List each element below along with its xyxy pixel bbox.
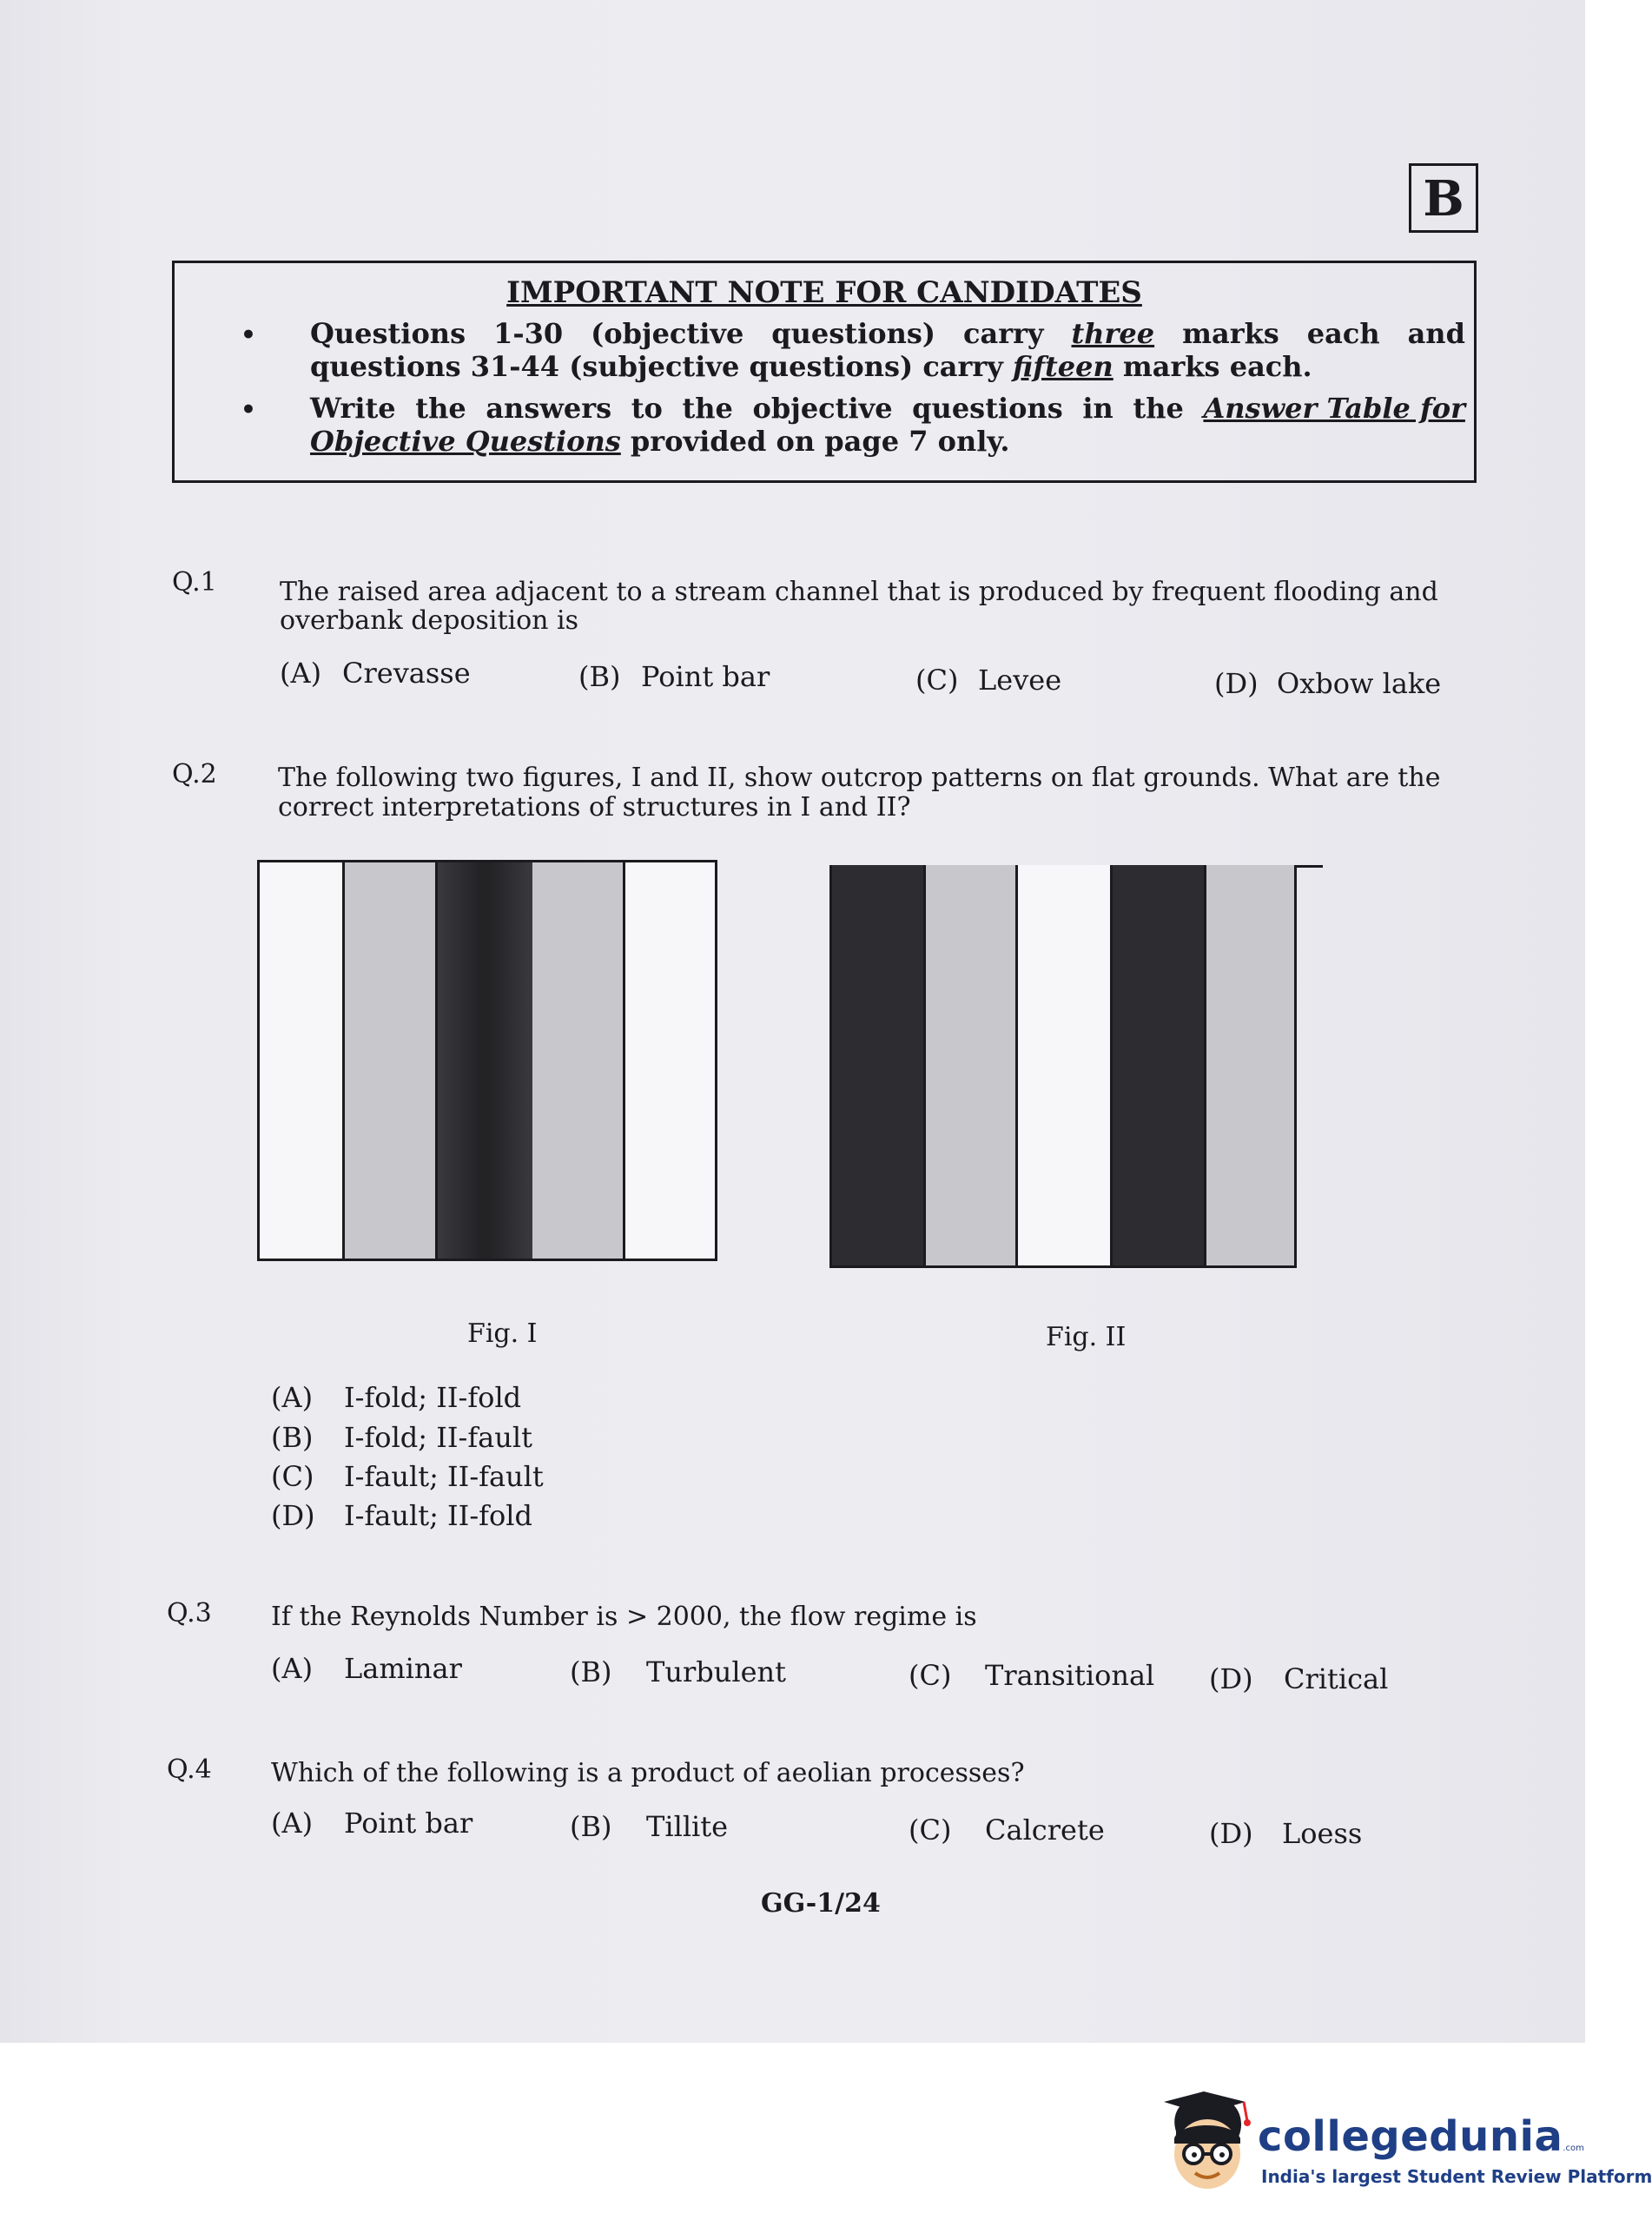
option-b[interactable] — [570, 1810, 728, 1843]
note-word: questions — [912, 392, 1063, 425]
note-word: the — [1133, 392, 1184, 425]
note-word: in — [1082, 392, 1113, 425]
option-text: I-fold; II-fold — [344, 1381, 522, 1414]
student-mascot-icon — [1159, 2086, 1256, 2194]
note-text: provided on page 7 only. — [620, 425, 1010, 458]
note-word: questions) — [771, 317, 935, 350]
option-label: (D) — [271, 1499, 315, 1532]
note-word: the — [682, 392, 733, 425]
option-text: Tillite — [646, 1810, 729, 1843]
option-label: (D) — [1209, 1817, 1253, 1850]
option-text: Transitional — [985, 1659, 1155, 1692]
note-word: the — [415, 392, 466, 425]
option-text: I-fault; II-fold — [344, 1499, 532, 1532]
brand-suffix: .com — [1563, 2144, 1584, 2153]
option-text: Laminar — [344, 1652, 462, 1685]
option-text: Critical — [1284, 1662, 1389, 1695]
option-label: (C) — [915, 664, 959, 697]
option-a[interactable] — [271, 1381, 521, 1414]
option-label: (A) — [280, 657, 322, 690]
outcrop-band-dark — [832, 865, 926, 1265]
option-c[interactable] — [909, 1659, 1154, 1692]
note-word: to — [631, 392, 663, 425]
option-label: (D) — [1209, 1662, 1253, 1695]
note-line-2 — [310, 350, 1312, 383]
option-text: Point bar — [344, 1807, 473, 1840]
note-line-4 — [310, 425, 1009, 458]
bullet-1: • — [241, 320, 256, 349]
option-c[interactable] — [915, 664, 1061, 697]
option-d[interactable] — [1209, 1817, 1362, 1850]
outcrop-band-light — [926, 865, 1018, 1265]
brand-tagline: India's largest Student Review Platform — [1261, 2166, 1652, 2187]
option-c[interactable] — [909, 1814, 1105, 1847]
outcrop-band-dark — [438, 862, 532, 1259]
note-word: each — [1306, 317, 1380, 350]
option-label: (A) — [271, 1807, 314, 1840]
option-d[interactable] — [1209, 1662, 1388, 1695]
note-word: Write — [310, 392, 396, 425]
option-b[interactable] — [271, 1421, 532, 1454]
note-word: objective — [752, 392, 893, 425]
option-c[interactable] — [271, 1460, 544, 1493]
option-label: (A) — [271, 1381, 314, 1414]
option-label: (B) — [578, 660, 621, 693]
option-label: (B) — [570, 1810, 612, 1843]
question-text: If the Reynolds Number is > 2000, the flow regime is — [271, 1602, 977, 1632]
note-line-3 — [310, 392, 1465, 425]
note-line-1 — [310, 317, 1465, 350]
question-number: Q.3 — [167, 1598, 212, 1629]
option-a[interactable] — [280, 657, 471, 690]
option-d[interactable] — [1214, 667, 1441, 700]
important-note-box — [172, 261, 1477, 483]
option-label: (D) — [1214, 667, 1259, 700]
question-text: correct interpretations of structures in I and II? — [278, 792, 911, 823]
outcrop-band-dark — [1113, 865, 1206, 1265]
option-text: I-fold; II-fault — [344, 1421, 532, 1454]
figure-2-outcrop — [829, 865, 1297, 1268]
outcrop-band-white — [625, 862, 715, 1259]
option-text: Levee — [978, 664, 1062, 697]
note-text: marks each. — [1113, 350, 1312, 383]
note-emphasis-fifteen: fifteen — [1012, 350, 1113, 383]
question-text: The raised area adjacent to a stream channel that is produced by frequent flooding and — [280, 577, 1438, 607]
option-a[interactable] — [271, 1652, 462, 1685]
option-text: Point bar — [641, 660, 770, 693]
option-text: I-fault; II-fault — [344, 1460, 544, 1493]
note-emphasis-answer-table: Answer Table for — [1203, 392, 1465, 425]
note-word: 1-30 — [493, 317, 564, 350]
question-number: Q.4 — [167, 1754, 212, 1785]
option-text: Oxbow lake — [1277, 667, 1442, 700]
outcrop-band-light — [1206, 865, 1294, 1265]
question-number: Q.2 — [172, 759, 217, 790]
option-label: (B) — [271, 1421, 314, 1454]
note-title: IMPORTANT NOTE FOR CANDIDATES — [506, 275, 1142, 310]
figure-2-caption: Fig. II — [1046, 1322, 1127, 1352]
outcrop-band-light — [532, 862, 625, 1259]
question-number: Q.1 — [172, 567, 217, 598]
outcrop-band-light — [345, 862, 438, 1259]
option-label: (A) — [271, 1652, 314, 1685]
option-a[interactable] — [271, 1807, 472, 1840]
figure-1-caption: Fig. I — [467, 1318, 538, 1349]
option-text: Loess — [1282, 1817, 1363, 1850]
note-emphasis-three: three — [1071, 317, 1155, 350]
option-label: (B) — [570, 1655, 612, 1688]
option-label: (C) — [271, 1460, 314, 1493]
note-word: (objective — [591, 317, 744, 350]
outcrop-band-white — [1018, 865, 1113, 1265]
option-b[interactable] — [570, 1655, 786, 1688]
option-label: (C) — [909, 1659, 952, 1692]
question-text: Which of the following is a product of aeolian processes? — [271, 1758, 1025, 1788]
brand-name: collegedunia — [1258, 2112, 1563, 2161]
option-b[interactable] — [578, 660, 770, 693]
option-text: Crevasse — [342, 657, 471, 690]
figure-1-outcrop — [257, 860, 717, 1261]
option-d[interactable] — [271, 1499, 532, 1532]
option-label: (C) — [909, 1814, 952, 1847]
note-word: carry — [962, 317, 1044, 350]
question-text: The following two figures, I and II, show outcrop patterns on flat grounds. What are the — [278, 763, 1441, 793]
note-word: and — [1407, 317, 1465, 350]
bullet-2: • — [241, 395, 256, 424]
set-code-box: B — [1409, 163, 1478, 233]
note-emphasis-objective-questions: Objective Questions — [310, 425, 621, 458]
page-footer-code: GG-1/24 — [761, 1888, 881, 1919]
note-word: answers — [486, 392, 612, 425]
brand-logo[interactable] — [1159, 2083, 1652, 2196]
option-text: Calcrete — [985, 1814, 1105, 1847]
note-word: marks — [1182, 317, 1279, 350]
outcrop-band-white — [260, 862, 345, 1259]
option-text: Turbulent — [646, 1655, 786, 1688]
note-text: questions 31-44 (subjective questions) carry — [310, 350, 1013, 383]
question-text: overbank deposition is — [280, 605, 579, 636]
note-word: Questions — [310, 317, 466, 350]
